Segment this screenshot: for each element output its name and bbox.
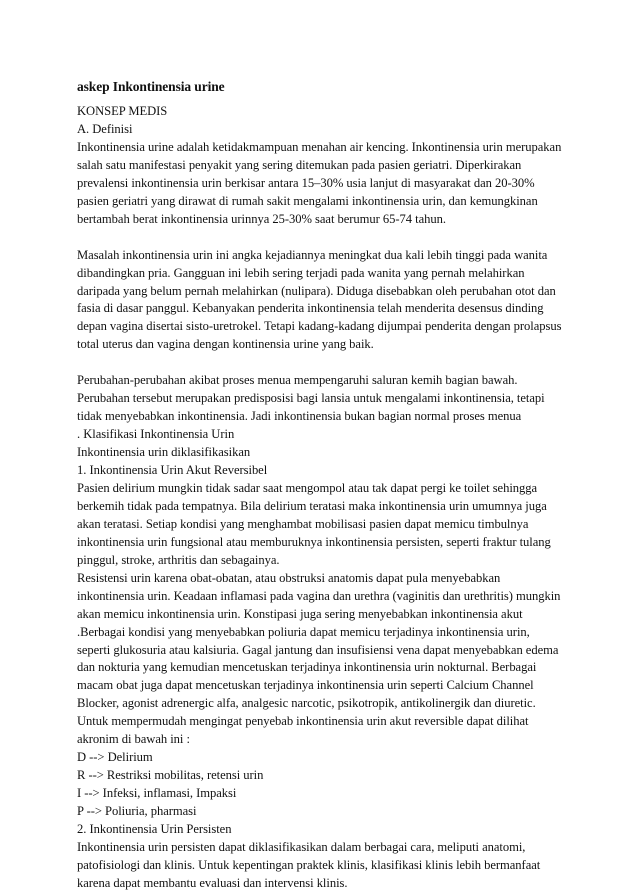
text-line: Untuk mempermudah mengingat penyebab inkontinensia urin akut reversible dapat dilihat xyxy=(77,714,529,729)
text-line: D --> Delirium xyxy=(77,750,153,765)
text-line: I --> Infeksi, inflamasi, Impaksi xyxy=(77,786,237,801)
text-line: P --> Poliuria, pharmasi xyxy=(77,804,197,819)
text-line: berkemih tidak pada tempatnya. Bila delirium teratasi maka inkontinensia urin umumnya juga xyxy=(77,498,547,513)
text-line: inkontinensia urin fungsional atau memburuknya inkontinensia persisten, seperti fraktur tulang xyxy=(77,534,551,549)
text-line: inkontinensia urin. Keadaan inflamasi pada vagina dan urethra (vaginitis dan urethritis) mungkin xyxy=(77,588,561,603)
text-line: Perubahan tersebut merupakan predisposisi bagi lansia untuk mengalami inkontinensia, tetapi xyxy=(77,391,545,406)
text-line: A. Definisi xyxy=(77,121,133,136)
text-line: depan vagina disertai sisto-uretrokel. Tetapi kadang-kadang dijumpai penderita dengan prolapsus xyxy=(77,319,562,334)
text-line: karena dapat membantu evaluasi dan intervensi klinis. xyxy=(77,875,348,890)
text-line: pinggul, stroke, arthritis dan sebagainya. xyxy=(77,552,280,567)
text-line: .Berbagai kondisi yang menyebabkan poliuria dapat memicu terjadinya inkontinensia urin, xyxy=(77,624,530,639)
text-line: patofisiologi dan klinis. Untuk kepentingan praktek klinis, klasifikasi klinis lebih bermanfaat xyxy=(77,857,541,872)
text-line: 2. Inkontinensia Urin Persisten xyxy=(77,822,232,836)
text-line: bertambah berat inkontinensia urinnya 25-30% saat berumur 65-74 tahun. xyxy=(77,211,446,226)
text-line: tidak menyebabkan inkontinensia. Jadi inkontinensia bukan bagian normal proses menua xyxy=(77,409,522,424)
text-line: akronim di bawah ini : xyxy=(77,732,190,747)
text-line: dan nokturia yang kemudian mencetuskan terjadinya inkontinensia urin nokturnal. Berbagai xyxy=(77,660,537,675)
text-line: dibandingkan pria. Gangguan ini lebih sering terjadi pada wanita yang pernah melahirkan xyxy=(77,265,525,280)
text-line: Perubahan-perubahan akibat proses menua mempengaruhi saluran kemih bagian bawah. xyxy=(77,373,518,388)
text-line: seperti glukosuria atau kalsiuria. Gagal jantung dan insufisiensi vena dapat menyebabkan edema xyxy=(77,642,559,657)
text-line: . Klasifikasi Inkontinensia Urin xyxy=(77,427,235,442)
text-line: total uterus dan vagina dengan kontinensia urine yang baik. xyxy=(77,337,374,352)
text-line: salah satu manifestasi penyakit yang sering ditemukan pada pasien geriatri. Diperkirakan xyxy=(77,157,522,172)
text-line: 1. Inkontinensia Urin Akut Reversibel xyxy=(77,463,268,477)
text-line: Masalah inkontinensia urin ini angka kejadiannya meningkat dua kali lebih tinggi pada wanita xyxy=(77,247,548,262)
text-line: Inkontinensia urine adalah ketidakmampuan menahan air kencing. Inkontinensia urin merupakan xyxy=(77,139,562,154)
document-title: askep Inkontinensia urine xyxy=(77,79,225,94)
text-line: macam obat juga dapat mencetuskan terjadinya inkontinensia urin seperti Calcium Channel xyxy=(77,678,534,693)
text-line: Inkontinensia urin diklasifikasikan xyxy=(77,445,251,460)
text-line: daripada yang belum pernah melahirkan (nulipara). Diduga disebabkan oleh perubahan otot dan xyxy=(77,283,556,298)
text-line: R --> Restriksi mobilitas, retensi urin xyxy=(77,768,264,783)
text-line: Pasien delirium mungkin tidak sadar saat mengompol atau tak dapat pergi ke toilet sehingga xyxy=(77,480,538,495)
text-line: pasien geriatri yang dirawat di rumah sakit mengalami inkontinensia urin, dan kemungkinan xyxy=(77,193,538,208)
text-line: Resistensi urin karena obat-obatan, atau obstruksi anatomis dapat pula menyebabkan xyxy=(77,570,501,585)
text-line: Blocker, agonist adrenergic alfa, analgesic narcotic, psikotropik, antikolinergik dan diuretic. xyxy=(77,696,536,711)
text-line: prevalensi inkontinensia urin berkisar antara 15–30% usia lanjut di masyarakat dan 20-30% xyxy=(77,175,535,190)
text-line: fasia di dasar panggul. Kebanyakan penderita inkontinensia telah menderita desensus dinding xyxy=(77,301,544,316)
text-line: Inkontinensia urin persisten dapat diklasifikasikan dalam berbagai cara, meliputi anatomi, xyxy=(77,839,526,854)
text-line: akan memicu inkontinensia urin. Konstipasi juga sering menyebabkan inkontinensia akut xyxy=(77,606,523,621)
text-line: akan teratasi. Setiap kondisi yang menghambat mobilisasi pasien dapat memicu timbulnya xyxy=(77,516,529,531)
text-line: KONSEP MEDIS xyxy=(77,104,168,118)
